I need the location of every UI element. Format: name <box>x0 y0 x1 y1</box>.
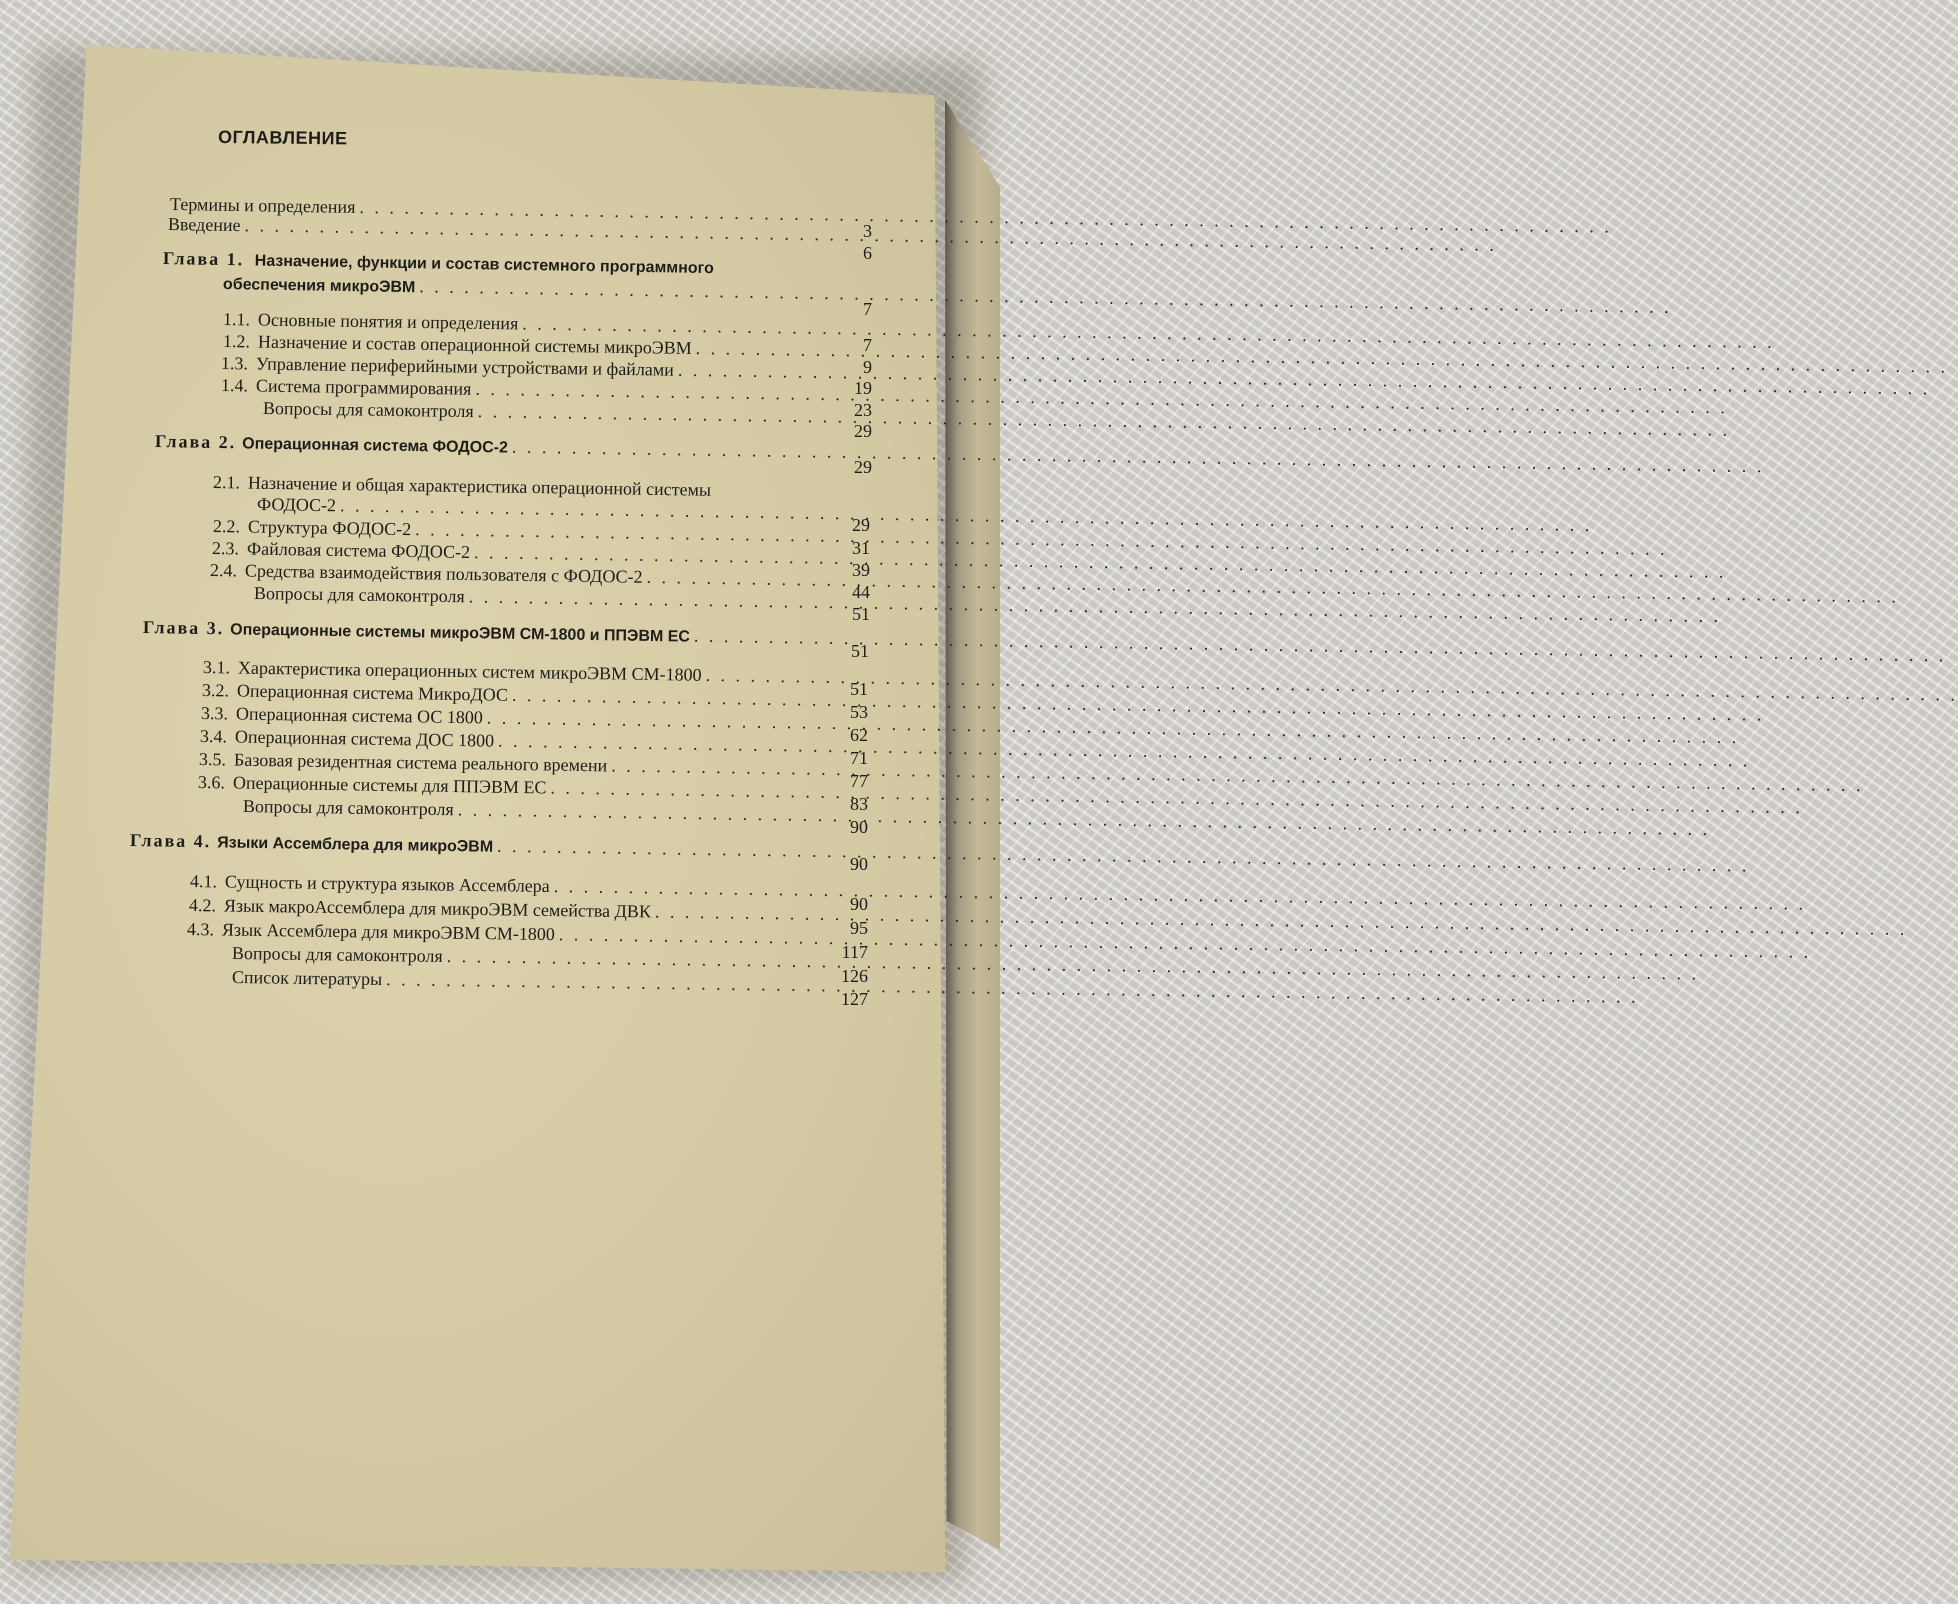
toc-heading: ОГЛАВЛЕНИЕ <box>217 127 348 149</box>
toc-entry-text: Базовая резидентная система реального времени <box>233 749 608 776</box>
leader-dots <box>497 835 1750 877</box>
page-number: 90 <box>850 854 868 874</box>
toc-entry-text: Список литературы <box>231 967 383 990</box>
page-number: 9 <box>863 357 872 377</box>
chapter-label: Глава 1. <box>162 248 245 270</box>
toc-entry-text: Файловая система ФОДОС-2 <box>246 538 471 563</box>
toc-entry-text: Язык макроАссемблера для микроЭВМ семейства ДВК <box>223 895 652 922</box>
toc-entry-text: ФОДОС-2 <box>256 494 337 516</box>
page-number: 117 <box>841 942 868 962</box>
toc-entry-text: Сущность и структура языков Ассемблера <box>224 871 550 897</box>
section-number: 1.1. <box>222 309 251 330</box>
chapter-4-heading <box>130 829 810 864</box>
leader-dots <box>419 275 1672 318</box>
page-number: 3 <box>863 221 872 241</box>
page-number: 23 <box>854 400 872 420</box>
toc-entry-text: Структура ФОДОС-2 <box>247 516 412 540</box>
page-number: 31 <box>852 538 870 558</box>
page-number: 7 <box>863 299 872 319</box>
page-number: 126 <box>841 966 868 986</box>
chapter-3-heading <box>143 616 813 651</box>
page-number: 90 <box>850 817 868 837</box>
toc-entry-text: Операционная система ОС 1800 <box>235 703 483 728</box>
page-number: 51 <box>850 679 868 699</box>
section-number: 3.5. <box>198 749 227 770</box>
toc-entry-text: Вопросы для самоконтроля <box>253 583 465 607</box>
chapter-title: Назначение, функции и состав системного программного <box>254 252 715 278</box>
toc-entry-text: Характеристика операционных систем микроЭВМ СМ-1800 <box>237 657 702 685</box>
page-number: 77 <box>850 771 868 791</box>
toc-entry-text: Назначение и состав операционной системы микроЭВМ <box>257 331 692 358</box>
toc-entry-text: Операционные системы для ППЭВМ ЕС <box>232 772 547 798</box>
toc-entry-text: Операционная система МикроДОС <box>236 680 509 705</box>
toc-entry-text: Управление периферийными устройствами и файлами <box>255 353 675 380</box>
toc-entry-text: Назначение и общая характеристика операционной системы <box>247 472 712 500</box>
page-number: 29 <box>852 515 870 535</box>
page-number: 7 <box>863 335 872 355</box>
chapter-label: Глава 3. <box>142 617 225 639</box>
toc-entry-text: Вопросы для самоконтроля <box>242 796 454 820</box>
toc-entry-text: Средства взаимодействия пользователя с ФОДОС-2 <box>244 560 643 587</box>
chapter-label: Глава 2. <box>154 431 237 453</box>
section-number: 1.2. <box>222 331 251 352</box>
leader-dots <box>512 436 1765 478</box>
page-number: 95 <box>850 918 868 938</box>
section-number: 4.2. <box>188 895 217 916</box>
page-number: 19 <box>854 378 872 398</box>
chapter-1-heading-cont <box>223 272 821 306</box>
page-number: 44 <box>852 582 870 602</box>
chapter-title: Операционная система ФОДОС-2 <box>242 435 509 457</box>
section-number: 2.4. <box>209 560 238 581</box>
section-number: 1.3. <box>220 353 249 374</box>
toc-entry-text: Операционная система ДОС 1800 <box>234 726 495 751</box>
page-number: 29 <box>854 421 872 441</box>
section-number: 3.2. <box>201 680 230 701</box>
chapter-title: Операционные системы микроЭВМ СМ-1800 и ППЭВМ ЕС <box>230 621 691 646</box>
toc-entry-text: Система программирования <box>255 375 472 399</box>
toc-entry-text: Вопросы для самоконтроля <box>262 398 474 422</box>
page-number: 53 <box>850 702 868 722</box>
chapter-title: Языки Ассемблера для микроЭВМ <box>217 834 494 856</box>
section-number: 3.3. <box>200 703 229 724</box>
section-number: 3.6. <box>197 772 226 793</box>
toc-entry-text: Язык Ассемблера для микроЭВМ СМ-1800 <box>221 919 555 945</box>
page-number: 62 <box>850 725 868 745</box>
leader-dots <box>694 625 1947 667</box>
section-number: 3.1. <box>202 657 231 678</box>
page-number: 29 <box>854 457 872 477</box>
section-number: 2.3. <box>211 538 240 559</box>
toc-entry-text: Введение <box>167 214 241 236</box>
toc-entry-text: Основные понятия и определения <box>257 309 519 334</box>
section-number: 3.4. <box>199 726 228 747</box>
chapter-title: обеспечения микроЭВМ <box>222 276 416 297</box>
chapter-label: Глава 4. <box>129 830 212 852</box>
page-number: 71 <box>850 748 868 768</box>
section-number: 2.2. <box>212 516 241 537</box>
page-number: 127 <box>841 989 868 1009</box>
section-number: 4.1. <box>189 871 218 892</box>
page-number: 51 <box>851 641 869 661</box>
page-number: 39 <box>852 560 870 580</box>
section-number: 1.4. <box>220 375 249 396</box>
page-number: 51 <box>852 604 870 624</box>
toc-entry-text: Термины и определения <box>169 194 356 217</box>
toc-entry-text: Вопросы для самоконтроля <box>231 943 443 966</box>
page-number: 90 <box>850 894 868 914</box>
section-number: 2.1. <box>212 472 241 493</box>
chapter-2-heading <box>155 430 812 464</box>
page-number: 83 <box>850 794 868 814</box>
section-number: 4.3. <box>186 919 215 940</box>
page-number: 6 <box>863 243 872 263</box>
